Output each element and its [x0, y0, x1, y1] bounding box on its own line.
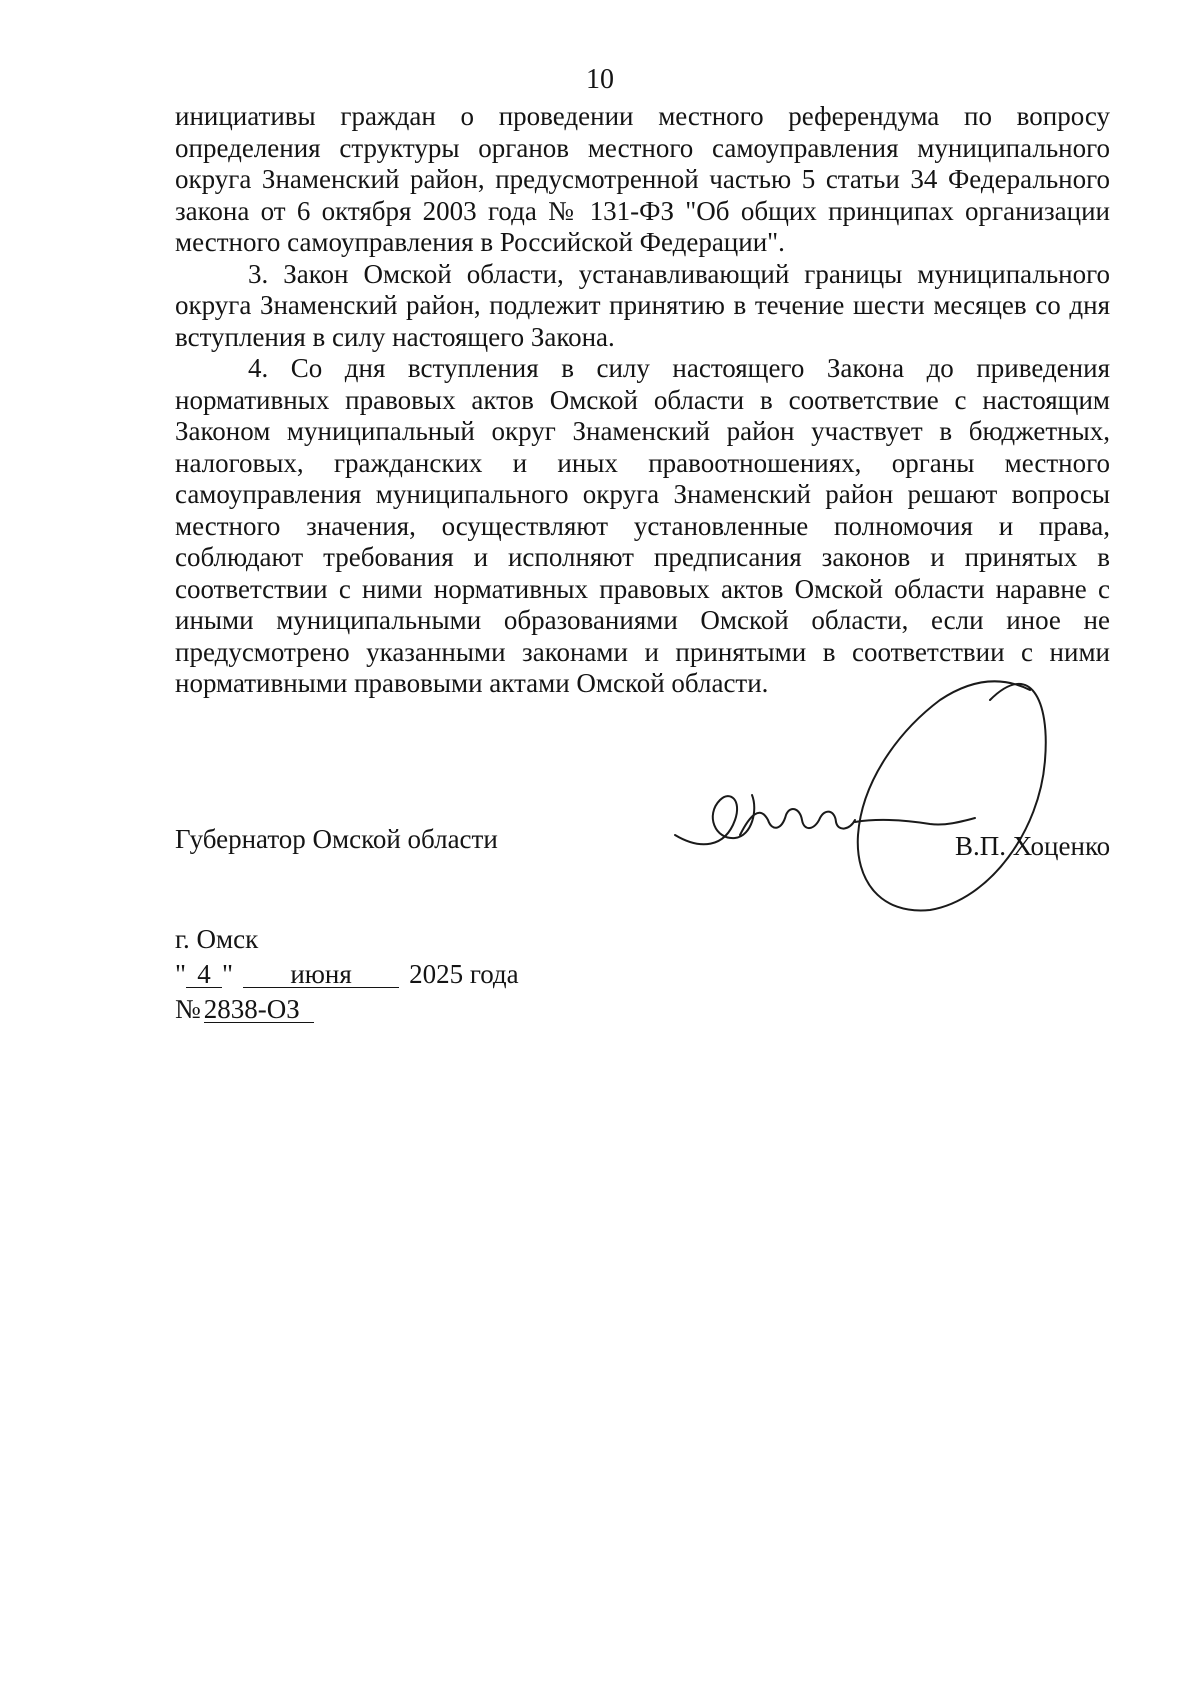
date-year: 2025 года [409, 959, 519, 989]
paragraph-2: 3. Закон Омской области, устанавливающий границы муниципального округа Знаменский район, подлежит принятию в течение шести месяцев со дня вступления в силу настоящего Закона. [175, 258, 1110, 352]
paragraph-3: 4. Со дня вступления в силу настоящего Закона до приведения нормативных правовых актов Омской области в соответствие с настоящим Законом муниципальный округ Знаменский район участвует в бюджетных, налоговых, гражданских и иных правоотношениях, органы местного самоуправления муниципального округа Знаменский район решают вопросы местного значения, осуществляют установленные полномочия и права, соблюдают требования и исполняют предписания законов и принятых в соответствии с ними нормативных правовых актов Омской области наравне с иными муниципальными образованиями Омской области, если иное не предусмотрено указанными законами и принятыми в соответствии с ними нормативными правовыми актами Омской области. [175, 353, 1110, 698]
law-number-prefix: № [175, 994, 201, 1024]
signer-position: Губернатор Омской области [175, 824, 498, 854]
page-number: 10 [586, 64, 614, 95]
date-day: 4 [186, 961, 222, 988]
date-month: июня [243, 961, 399, 988]
date-close-quote: " [222, 959, 234, 989]
law-number-value: 2838-ОЗ [204, 996, 314, 1023]
signing-date [175, 958, 519, 990]
date-open-quote: " [175, 959, 187, 989]
place-of-signing: г. Омск [175, 924, 259, 954]
signer-name: В.П. Хоценко [955, 831, 1111, 861]
paragraph-1: инициативы граждан о проведении местного референдума по вопросу определения структуры органов местного самоуправления муниципального округа Знаменский район, предусмотренной частью 5 статьи 34 Федерального закона от 6 октября 2003 года № 131-ФЗ "Об общих принципах организации местного самоуправления в Российской Федерации". [175, 101, 1110, 257]
law-number [175, 993, 314, 1025]
